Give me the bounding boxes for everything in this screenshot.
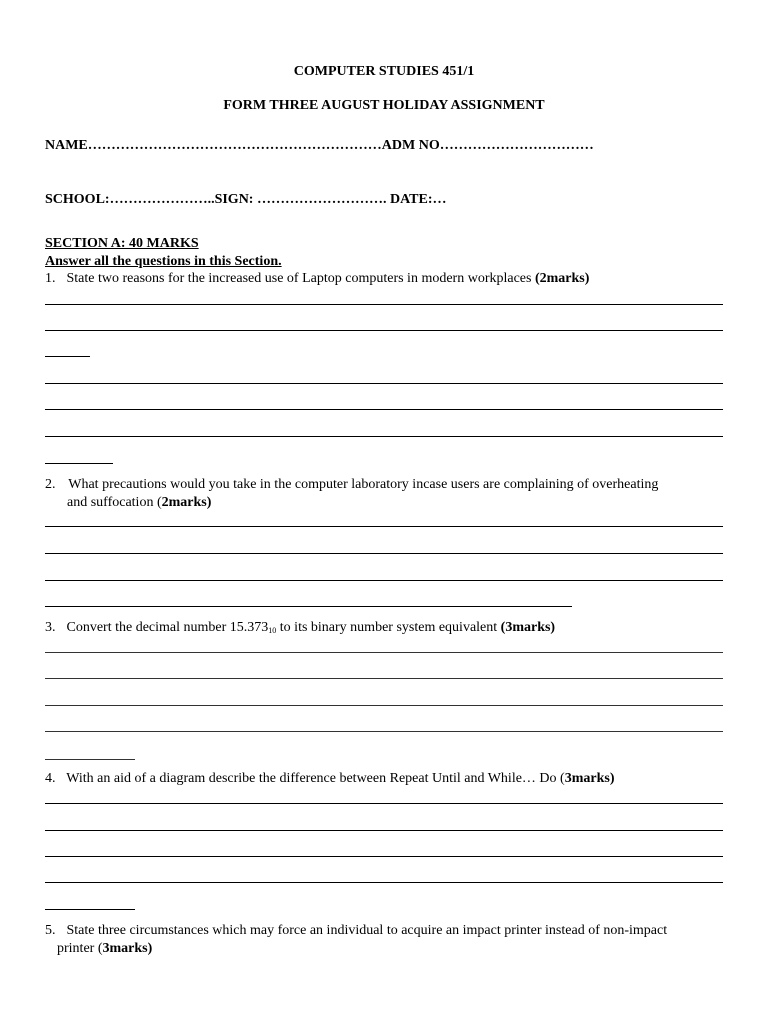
question-marks: 3marks): [564, 771, 615, 786]
answer-line[interactable]: [45, 652, 723, 653]
answer-line[interactable]: [45, 731, 723, 732]
name-adm-field[interactable]: NAME………………………………………………………ADM NO……………………………: [45, 138, 594, 153]
question-number: 2.: [45, 477, 56, 492]
school-sign-date-field[interactable]: SCHOOL:…………………..SIGN: ………………………. DATE:…: [45, 192, 447, 207]
document-subtitle: FORM THREE AUGUST HOLIDAY ASSIGNMENT: [223, 98, 545, 113]
question-marks: (2marks): [534, 271, 590, 286]
answer-line[interactable]: [45, 803, 723, 804]
question-marks: 3marks): [102, 941, 153, 956]
section-instruction: Answer all the questions in this Section.: [45, 254, 282, 269]
question-marks: (3marks): [500, 620, 556, 635]
answer-line-partial[interactable]: [45, 606, 572, 607]
answer-line[interactable]: [45, 882, 723, 883]
question-number: 5.: [45, 923, 56, 938]
question-2-continued: [67, 495, 211, 511]
answer-line[interactable]: [45, 526, 723, 527]
answer-line-short[interactable]: [45, 463, 113, 464]
question-marks: 2marks): [161, 495, 212, 510]
answer-line[interactable]: [45, 580, 723, 581]
answer-line-short[interactable]: [45, 356, 90, 357]
question-1: [45, 271, 589, 287]
question-4: [45, 771, 614, 787]
answer-line[interactable]: [45, 705, 723, 706]
answer-line[interactable]: [45, 830, 723, 831]
answer-line-short[interactable]: [45, 759, 135, 760]
question-text-line1: State three circumstances which may force an individual to acquire an impact printer instead of non-impact: [66, 923, 668, 938]
answer-line[interactable]: [45, 304, 723, 305]
question-text-after: to its binary number system equivalent: [276, 620, 501, 635]
question-3: [45, 620, 555, 636]
question-number: 1.: [45, 271, 56, 286]
answer-line[interactable]: [45, 856, 723, 857]
question-text-line1: What precautions would you take in the computer laboratory incase users are complaining of overheating: [68, 477, 659, 492]
answer-line[interactable]: [45, 553, 723, 554]
question-2: [45, 477, 658, 493]
section-heading: SECTION A: 40 MARKS: [45, 236, 199, 251]
answer-line-short[interactable]: [45, 909, 135, 910]
question-number: 3.: [45, 620, 56, 635]
document-title: COMPUTER STUDIES 451/1: [293, 64, 475, 79]
answer-line[interactable]: [45, 678, 723, 679]
answer-line[interactable]: [45, 436, 723, 437]
question-text: With an aid of a diagram describe the difference between Repeat Until and While… Do (: [66, 771, 565, 786]
question-text-line2: and suffocation (: [67, 495, 162, 510]
subscript-base: 10: [268, 626, 277, 635]
answer-line[interactable]: [45, 409, 723, 410]
answer-line[interactable]: [45, 330, 723, 331]
question-5: [45, 923, 667, 939]
answer-line[interactable]: [45, 383, 723, 384]
question-text: Convert the decimal number 15.373: [66, 620, 269, 635]
question-text: State two reasons for the increased use of Laptop computers in modern workplaces: [66, 271, 535, 286]
question-text-line2: printer (: [57, 941, 103, 956]
question-5-continued: [57, 941, 152, 957]
question-number: 4.: [45, 771, 56, 786]
